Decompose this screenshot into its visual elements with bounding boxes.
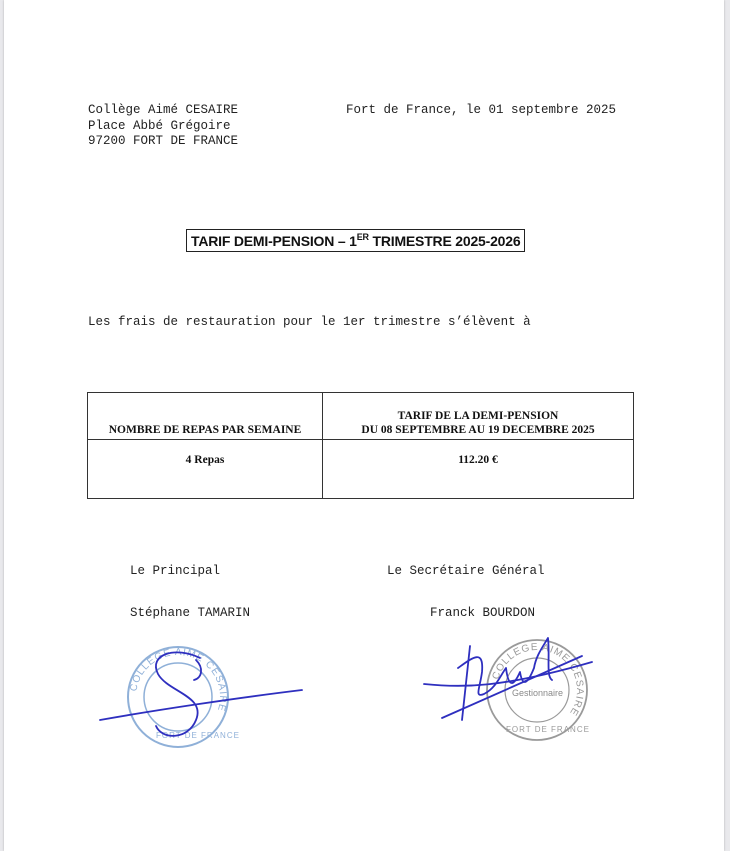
- right-stamp-ring-text: COLLEGE AIME CESAIRE: [490, 641, 586, 718]
- school-city: 97200 FORT DE FRANCE: [88, 134, 239, 148]
- school-address: [88, 103, 238, 150]
- header-tarif: [323, 393, 634, 440]
- school-name: Collège Aimé CESAIRE: [88, 103, 239, 117]
- cell-price: 112.20 €: [323, 440, 634, 499]
- table-row: [88, 440, 634, 499]
- svg-text:COLLEGE AIME CESAIRE: [128, 647, 228, 713]
- school-street: Place Abbé Grégoire: [88, 118, 231, 133]
- secretary-stamp-signature: [422, 628, 607, 748]
- cell-meals: 4 Repas: [88, 440, 323, 499]
- tarif-table: [87, 392, 634, 499]
- title-superscript: ER: [356, 232, 369, 242]
- signature-name-principal: Stéphane TAMARIN: [130, 606, 251, 620]
- place-date: Fort de France, le 01 septembre 2025: [346, 103, 617, 117]
- title-prefix: TARIF DEMI-PENSION – 1: [191, 233, 357, 249]
- header-meals-per-week: [88, 393, 323, 440]
- left-stamp-ring-text: COLLEGE AIME CESAIRE: [128, 646, 229, 713]
- header-col2-line1: TARIF DE LA DEMI-PENSION: [397, 410, 559, 422]
- document-page: [4, 0, 724, 851]
- school-stamp-left: [128, 647, 240, 747]
- right-stamp-center-text: Gestionnaire: [512, 688, 564, 698]
- header-col1-text: NOMBRE DE REPAS PAR SEMAINE: [108, 424, 302, 436]
- header-col2-line2: DU 08 SEPTEMBRE AU 19 DECEMBRE 2025: [361, 424, 595, 436]
- signature-name-secretary: Franck BOURDON: [430, 606, 536, 620]
- title-suffix: TRIMESTRE 2025-2026: [368, 233, 521, 249]
- table-header-row: [88, 393, 634, 440]
- left-stamp-ring-bottom: FORT DE FRANCE: [156, 731, 240, 740]
- right-stamp-ring-bottom: FORT DE FRANCE: [506, 725, 590, 734]
- signature-role-principal: Le Principal: [130, 564, 221, 578]
- signature-role-secretary: Le Secrétaire Général: [387, 564, 545, 578]
- principal-stamp-signature: [96, 640, 306, 755]
- document-title: [186, 229, 525, 252]
- intro-text: Les frais de restauration pour le 1er trimestre s’élèvent à: [88, 315, 531, 329]
